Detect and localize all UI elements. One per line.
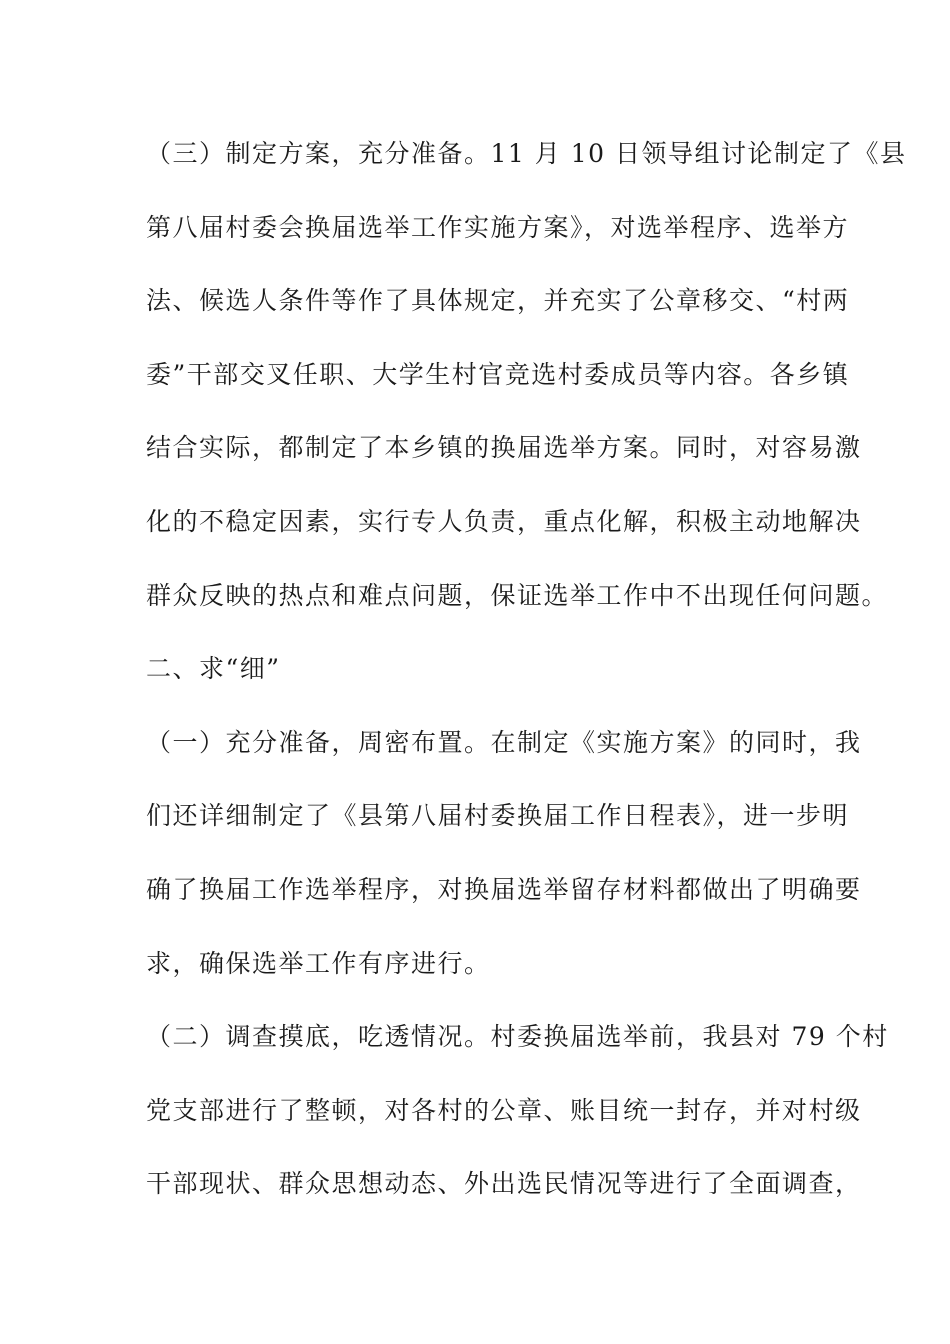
text-line-6: 化的不稳定因素，实行专人负责，重点化解，积极主动地解决	[146, 506, 862, 536]
text-line-14: 党支部进行了整顿，对各村的公章、账目统一封存，并对村级	[146, 1095, 862, 1125]
text-line-10: 们还详细制定了《县第八届村委换届工作日程表》，进一步明	[146, 801, 850, 831]
text-line-9: （一）充分准备，周密布置。在制定《实施方案》的同时，我	[146, 727, 862, 757]
text-line-13: （二）调查摸底，吃透情况。村委换届选举前，我县对 79 个村	[146, 1022, 889, 1052]
text-line-11: 确了换届工作选举程序，对换届选举留存材料都做出了明确要	[146, 874, 862, 904]
text-line-5: 结合实际，都制定了本乡镇的换届选举方案。同时，对容易激	[146, 433, 862, 463]
text-line-1: （三）制定方案，充分准备。11 月 10 日领导组讨论制定了《县	[146, 139, 907, 168]
text-line-7: 群众反映的热点和难点问题，保证选举工作中不出现任何问题。	[146, 580, 889, 610]
text-line-15: 干部现状、群众思想动态、外出选民情况等进行了全面调查，	[146, 1169, 862, 1199]
text-line-12: 求，确保选举工作有序进行。	[146, 948, 491, 978]
section-heading: 二、求“细”	[146, 654, 281, 684]
text-line-4: 委”干部交叉任职、大学生村官竞选村委成员等内容。各乡镇	[146, 359, 850, 389]
text-line-2: 第八届村委会换届选举工作实施方案》，对选举程序、选举方	[146, 212, 850, 242]
document-body	[146, 126, 907, 1230]
text-line-3: 法、候选人条件等作了具体规定，并充实了公章移交、“村两	[146, 286, 850, 316]
